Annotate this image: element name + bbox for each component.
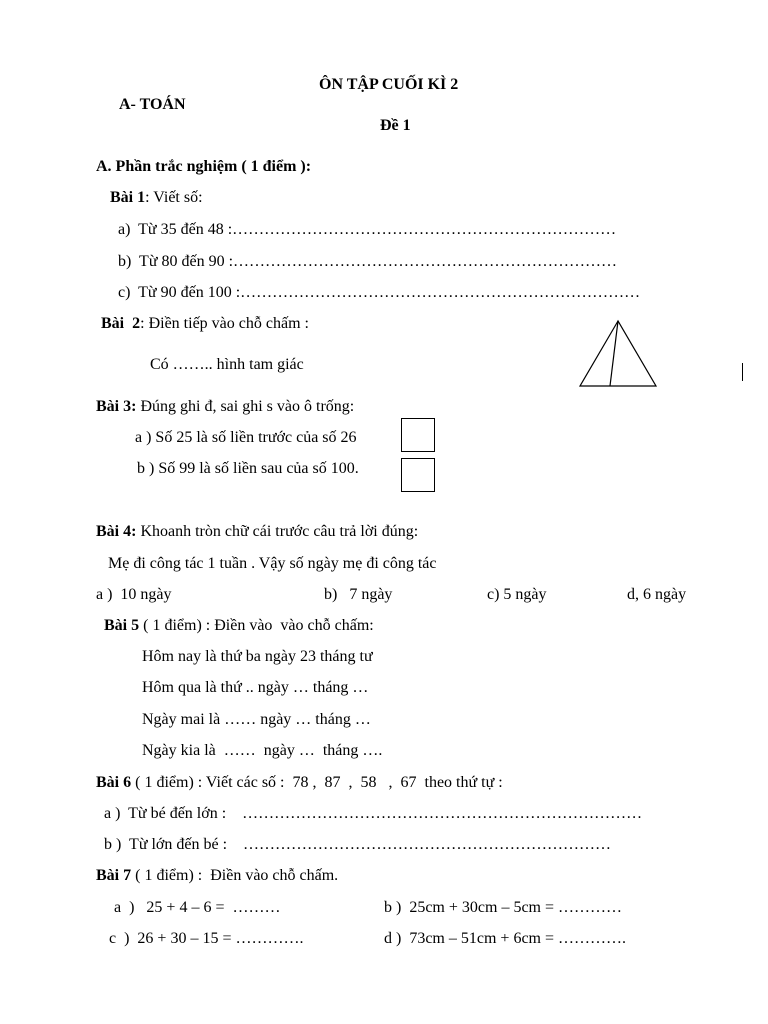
bai5-line-4: Ngày kia là …… ngày … tháng ….: [142, 742, 383, 759]
bai6-item-b: b ) Từ lớn đến bé : ……………………………………………………………: [104, 836, 612, 853]
bai2-text: : Điền tiếp vào chỗ chấm :: [140, 315, 309, 332]
bai2-prompt: [101, 316, 309, 332]
bai5-line-1: Hôm nay là thứ ba ngày 23 tháng tư: [142, 648, 373, 665]
bai1-item-b: b) Từ 80 đến 90 :………………………………………………………………: [118, 253, 618, 270]
bai3-item-a: a ) Số 25 là số liền trước của số 26: [135, 429, 357, 446]
exam-number: Đề 1: [380, 117, 411, 134]
bai7-text: ( 1 điểm) : Điền vào chỗ chấm.: [131, 867, 339, 884]
bai5-line-2: Hôm qua là thứ .. ngày … tháng …: [142, 679, 369, 696]
bai7-item-d: d ) 73cm – 51cm + 6cm = ………….: [384, 930, 627, 947]
bai7-item-a: a ) 25 + 4 – 6 = ………: [114, 899, 281, 916]
document-title: ÔN TẬP CUỐI KÌ 2: [319, 76, 459, 93]
bai5-text: ( 1 điểm) : Điền vào vào chỗ chấm:: [139, 617, 374, 634]
bai3-answer-box-b[interactable]: [401, 458, 435, 492]
bai7-item-c: c ) 26 + 30 – 15 = ………….: [109, 930, 304, 947]
bai4-text: Khoanh tròn chữ cái trước câu trả lời đúng:: [136, 523, 419, 540]
subject-heading: A- TOÁN: [119, 96, 186, 113]
bai5-prompt: [104, 618, 374, 634]
bai7-prompt: [96, 868, 338, 884]
bai6-label: Bài 6: [96, 774, 132, 791]
bai4-label: Bài 4:: [96, 523, 137, 540]
bai3-answer-box-a[interactable]: [401, 418, 435, 452]
bai5-line-3: Ngày mai là …… ngày … tháng …: [142, 711, 371, 728]
bai6-text: ( 1 điểm) : Viết các số : 78 , 87 , 58 , 67 theo thứ tự :: [131, 774, 503, 791]
bai2-answer-line: Có …….. hình tam giác: [150, 356, 304, 373]
bai7-item-b: b ) 25cm + 30cm – 5cm = …………: [384, 899, 623, 916]
bai1-text: : Viết số:: [145, 189, 203, 206]
triangle-figure: [576, 318, 660, 390]
bai4-option-c[interactable]: c) 5 ngày: [487, 586, 547, 603]
bai4-question: Mẹ đi công tác 1 tuần . Vậy số ngày mẹ đi công tác: [108, 555, 437, 572]
bai3-prompt: [96, 399, 354, 415]
bai3-item-b: b ) Số 99 là số liền sau của số 100.: [137, 460, 359, 477]
bai1-label: Bài 1: [110, 189, 146, 206]
bai7-label: Bài 7: [96, 867, 132, 884]
bai3-label: Bài 3:: [96, 398, 137, 415]
bai6-item-a: a ) Từ bé đến lớn : …………………………………………………………………: [104, 805, 643, 822]
bai4-option-d[interactable]: d, 6 ngày: [627, 586, 687, 603]
bai4-option-a[interactable]: a ) 10 ngày: [96, 586, 172, 603]
bai1-item-a: a) Từ 35 đến 48 :………………………………………………………………: [118, 221, 617, 238]
section-a-heading: A. Phần trắc nghiệm ( 1 điểm ):: [96, 158, 312, 175]
margin-mark: [742, 363, 743, 381]
bai1-prompt: [110, 190, 203, 206]
bai4-prompt: [96, 524, 418, 540]
bai3-text: Đúng ghi đ, sai ghi s vào ô trống:: [136, 398, 355, 415]
bai6-prompt: [96, 775, 503, 791]
bai4-option-b[interactable]: b) 7 ngày: [324, 586, 393, 603]
bai1-item-c: c) Từ 90 đến 100 :…………………………………………………………………: [118, 284, 641, 301]
bai5-label: Bài 5: [104, 617, 140, 634]
bai2-label: Bài 2: [101, 315, 141, 332]
